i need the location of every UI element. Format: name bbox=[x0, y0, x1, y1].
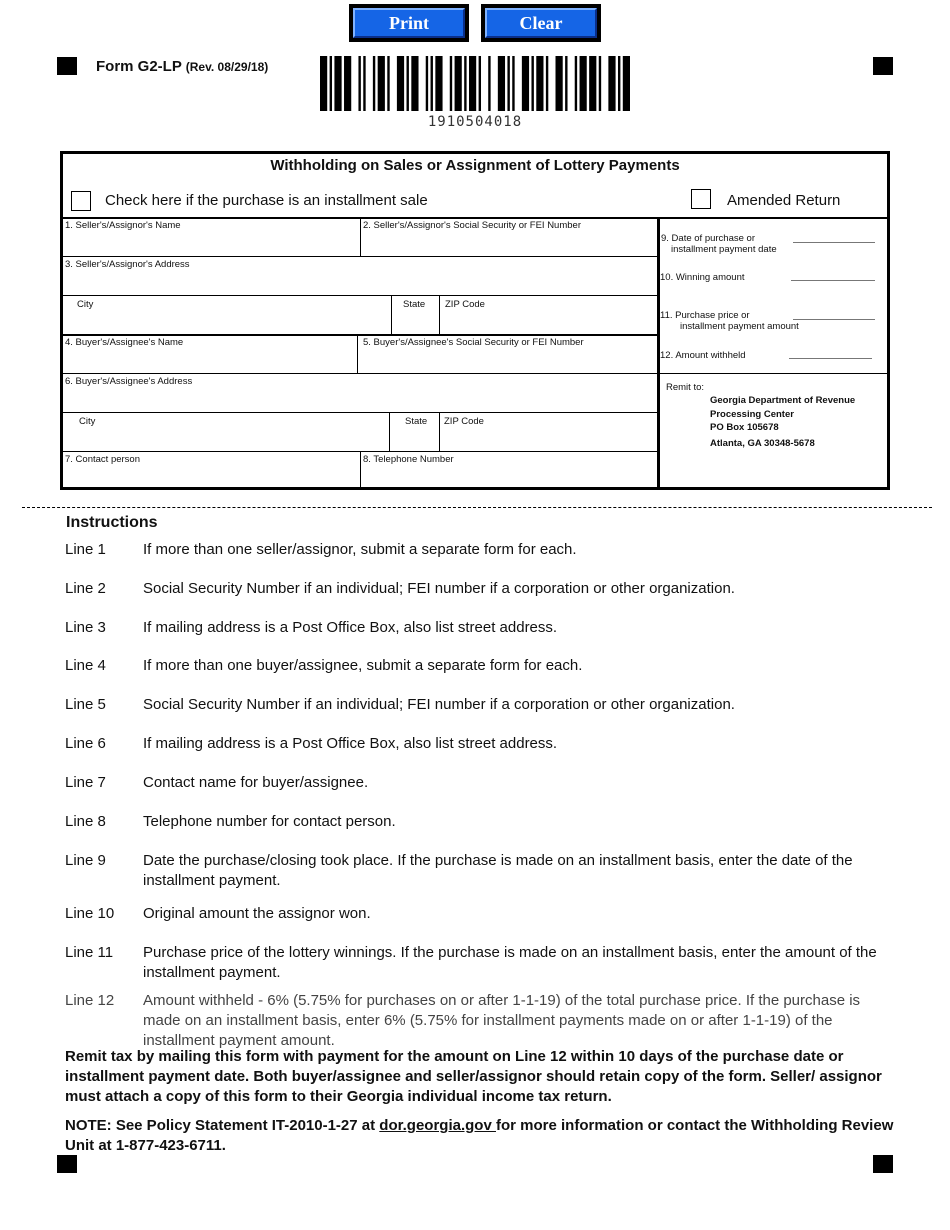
buyer-address-label: 6. Buyer's/Assignee's Address bbox=[65, 376, 193, 387]
barcode-bar bbox=[536, 56, 543, 111]
clear-button-label: Clear bbox=[485, 8, 597, 38]
instruction-label: Line 8 bbox=[65, 813, 106, 830]
col-divider-4-5 bbox=[357, 335, 358, 373]
instruction-text: Purchase price of the lottery winnings. If the purchase is made on an installment basis, enter the amount of the installment payment. bbox=[143, 944, 877, 981]
seller-address-label: 3. Seller's/Assignor's Address bbox=[65, 259, 190, 270]
barcode-bar bbox=[522, 56, 529, 111]
seller-state-input[interactable] bbox=[395, 312, 439, 332]
buyer-name-input[interactable] bbox=[67, 351, 357, 371]
cut-line bbox=[22, 507, 932, 508]
barcode-bar bbox=[320, 56, 327, 111]
seller-zip-input[interactable] bbox=[445, 312, 657, 332]
registration-mark-bottom-right bbox=[873, 1155, 893, 1173]
instruction-text: If more than one buyer/assignee, submit a separate form for each. bbox=[143, 657, 583, 674]
buyer-zip-label: ZIP Code bbox=[444, 416, 484, 427]
instruction-text: Contact name for buyer/assignee. bbox=[143, 774, 369, 791]
amount-withheld-input[interactable] bbox=[789, 342, 876, 360]
purchase-price-label-line2: installment payment amount bbox=[680, 321, 799, 332]
purchase-date-label-line2: installment payment date bbox=[671, 244, 777, 255]
barcode-bar bbox=[363, 56, 365, 111]
barcode-bar bbox=[469, 56, 476, 111]
seller-city-label: City bbox=[77, 299, 94, 310]
instruction-text: If more than one seller/assignor, submit a separate form for each. bbox=[143, 541, 577, 558]
instruction-label: Line 2 bbox=[65, 580, 106, 597]
print-button[interactable] bbox=[349, 4, 469, 42]
contact-person-label: 7. Contact person bbox=[65, 454, 140, 465]
buyer-zip-input[interactable] bbox=[445, 429, 657, 449]
barcode-bar bbox=[546, 56, 548, 111]
instruction-text: Original amount the assignor won. bbox=[143, 905, 371, 922]
barcode-bar bbox=[575, 56, 577, 111]
purchase-price-input[interactable] bbox=[793, 303, 879, 321]
barcode-bar bbox=[488, 56, 490, 111]
seller-state-label: State bbox=[403, 299, 426, 310]
row-divider-5 bbox=[63, 412, 657, 413]
instruction-label: Line 3 bbox=[65, 619, 106, 636]
registration-mark-top-right bbox=[873, 57, 893, 75]
col-divider-state-zip-2 bbox=[439, 412, 440, 451]
col-divider-city-state bbox=[391, 295, 392, 334]
remit-line-1: Georgia Department of Revenue bbox=[710, 395, 856, 406]
barcode-bar bbox=[330, 56, 332, 111]
row-divider-3 bbox=[63, 334, 657, 336]
registration-mark-bottom-left bbox=[57, 1155, 77, 1173]
barcode-bar bbox=[479, 56, 481, 111]
barcode-bar bbox=[344, 56, 351, 111]
barcode-bar bbox=[411, 56, 418, 111]
col-divider-city-state-2 bbox=[389, 412, 390, 451]
barcode-bar bbox=[431, 56, 433, 111]
barcode-bar bbox=[426, 56, 428, 111]
barcode-image bbox=[320, 56, 630, 111]
instruction-label: Line 10 bbox=[65, 905, 115, 922]
barcode-bar bbox=[334, 56, 341, 111]
policy-note-prefix: NOTE: See Policy Statement IT-2010-1-27 at bbox=[65, 1117, 380, 1134]
buyer-city-input[interactable] bbox=[67, 429, 389, 449]
barcode-bar bbox=[531, 56, 533, 111]
instruction-text: If mailing address is a Post Office Box, also list street address. bbox=[143, 619, 558, 636]
purchase-date-label-line1: 9. Date of purchase or bbox=[661, 233, 755, 244]
purchase-date-input[interactable] bbox=[793, 226, 879, 244]
instruction-text: If mailing address is a Post Office Box, also list street address. bbox=[143, 735, 558, 752]
row-divider-4 bbox=[63, 373, 657, 374]
seller-address-input[interactable] bbox=[67, 273, 656, 293]
barcode-bar bbox=[565, 56, 567, 111]
instruction-label: Line 5 bbox=[65, 696, 106, 713]
instruction-text: Telephone number for contact person. bbox=[143, 813, 396, 830]
instruction-text: Social Security Number if an individual; FEI number if a corporation or other organization. bbox=[143, 696, 735, 713]
remit-address bbox=[710, 394, 855, 450]
installment-sale-label: Check here if the purchase is an installment sale bbox=[105, 192, 428, 209]
barcode-bar bbox=[507, 56, 509, 111]
remit-note-paragraph: Remit tax by mailing this form with payment for the amount on Line 12 within 10 days of the purchase date or installment payment date. Both buyer/assignee and seller/assignor should retain copy of the form. Seller/ assignor must attach a copy of this form to their Georgia individual income tax return. bbox=[65, 1048, 882, 1105]
barcode-bar bbox=[623, 56, 630, 111]
row-divider-1 bbox=[63, 256, 657, 257]
winning-amount-label: 10. Winning amount bbox=[660, 272, 745, 283]
barcode-bar bbox=[618, 56, 620, 111]
remit-divider bbox=[659, 373, 887, 374]
seller-zip-label: ZIP Code bbox=[445, 299, 485, 310]
barcode-bar bbox=[580, 56, 587, 111]
barcode-bar bbox=[464, 56, 466, 111]
header-divider bbox=[63, 217, 887, 219]
buyer-address-input[interactable] bbox=[67, 390, 656, 410]
buyer-state-label: State bbox=[405, 416, 428, 427]
barcode-bar bbox=[599, 56, 601, 111]
instruction-label: Line 1 bbox=[65, 541, 106, 558]
seller-ssn-label: 2. Seller's/Assignor's Social Security or FEI Number bbox=[363, 220, 581, 231]
instruction-label: Line 7 bbox=[65, 774, 106, 791]
clear-button[interactable] bbox=[481, 4, 601, 42]
telephone-label: 8. Telephone Number bbox=[363, 454, 454, 465]
dor-website-link[interactable]: dor.georgia.gov bbox=[379, 1117, 496, 1134]
barcode-bar bbox=[512, 56, 514, 111]
barcode-bar bbox=[435, 56, 442, 111]
installment-sale-checkbox[interactable] bbox=[71, 191, 91, 211]
barcode-bar bbox=[589, 56, 596, 111]
instruction-label: Line 6 bbox=[65, 735, 106, 752]
row-divider-2 bbox=[63, 295, 657, 296]
remit-line-2: Processing Center bbox=[710, 408, 794, 420]
winning-amount-input[interactable] bbox=[791, 264, 879, 282]
instructions-heading: Instructions bbox=[66, 514, 158, 531]
barcode-bar bbox=[450, 56, 452, 111]
instruction-label: Line 4 bbox=[65, 657, 106, 674]
remit-line-4: Atlanta, GA 30348-5678 bbox=[710, 437, 815, 449]
form-box-title: Withholding on Sales or Assignment of Lottery Payments bbox=[270, 157, 680, 174]
seller-city-input[interactable] bbox=[67, 312, 391, 332]
instruction-label: Line 9 bbox=[65, 852, 106, 869]
remit-line-3: PO Box 105678 bbox=[710, 422, 779, 433]
barcode-bar bbox=[407, 56, 409, 111]
buyer-state-input[interactable] bbox=[393, 429, 439, 449]
purchase-price-label-line1: 11. Purchase price or bbox=[660, 310, 750, 321]
print-button-label: Print bbox=[353, 8, 465, 38]
instruction-text: Social Security Number if an individual; FEI number if a corporation or other organization. bbox=[143, 580, 735, 597]
seller-name-label: 1. Seller's/Assignor's Name bbox=[65, 220, 181, 231]
registration-mark-top-left bbox=[57, 57, 77, 75]
col-divider-state-zip bbox=[439, 295, 440, 334]
lottery-withholding-form bbox=[60, 151, 890, 490]
seller-name-input[interactable] bbox=[67, 234, 359, 254]
form-revision: (Rev. 08/29/18) bbox=[185, 60, 269, 74]
buyer-name-label: 4. Buyer's/Assignee's Name bbox=[65, 337, 184, 348]
form-number: Form G2-LP bbox=[96, 58, 182, 75]
barcode-bar bbox=[397, 56, 404, 111]
barcode-bar bbox=[378, 56, 385, 111]
barcode-bar bbox=[498, 56, 505, 111]
instruction-text: Amount withheld - 6% (5.75% for purchases on or after 1-1-19) of the total purchase price. If the purchase is made on an installment basis, enter 6% (5.75% for installment payments made on or after 1-1-19) of the installment payment amount. bbox=[143, 992, 861, 1049]
telephone-input[interactable] bbox=[365, 467, 657, 487]
policy-note-suffix: for more information or contact the Withholding Review Unit at 1-877-423-6711. bbox=[65, 1117, 894, 1154]
barcode-bar bbox=[455, 56, 462, 111]
instruction-label: Line 12 bbox=[65, 992, 115, 1009]
barcode-bar bbox=[608, 56, 615, 111]
amount-withheld-label: 12. Amount withheld bbox=[660, 350, 746, 361]
contact-person-input[interactable] bbox=[67, 467, 359, 487]
amended-return-checkbox[interactable] bbox=[691, 189, 711, 209]
barcode-bar bbox=[373, 56, 375, 111]
buyer-ssn-input[interactable] bbox=[363, 351, 657, 371]
buyer-city-label: City bbox=[79, 416, 96, 427]
amended-return-label: Amended Return bbox=[727, 192, 841, 209]
seller-ssn-input[interactable] bbox=[365, 234, 657, 254]
col-divider-7-8 bbox=[360, 451, 361, 488]
barcode-bar bbox=[387, 56, 389, 111]
instruction-label: Line 11 bbox=[65, 944, 114, 961]
form-name bbox=[96, 58, 268, 75]
remit-to-label: Remit to: bbox=[666, 382, 705, 393]
barcode-bar bbox=[358, 56, 360, 111]
barcode-bar bbox=[556, 56, 563, 111]
purchase-date-label bbox=[661, 233, 777, 255]
purchase-price-label bbox=[660, 310, 799, 332]
barcode-number: 1910504018 bbox=[427, 114, 523, 130]
policy-note-paragraph bbox=[65, 1116, 895, 1156]
col-divider-1-2 bbox=[360, 218, 361, 256]
buyer-ssn-label: 5. Buyer's/Assignee's Social Security or FEI Number bbox=[363, 337, 584, 348]
instruction-text: Date the purchase/closing took place. If the purchase is made on an installment basis, enter the date of the installment payment. bbox=[143, 852, 853, 889]
